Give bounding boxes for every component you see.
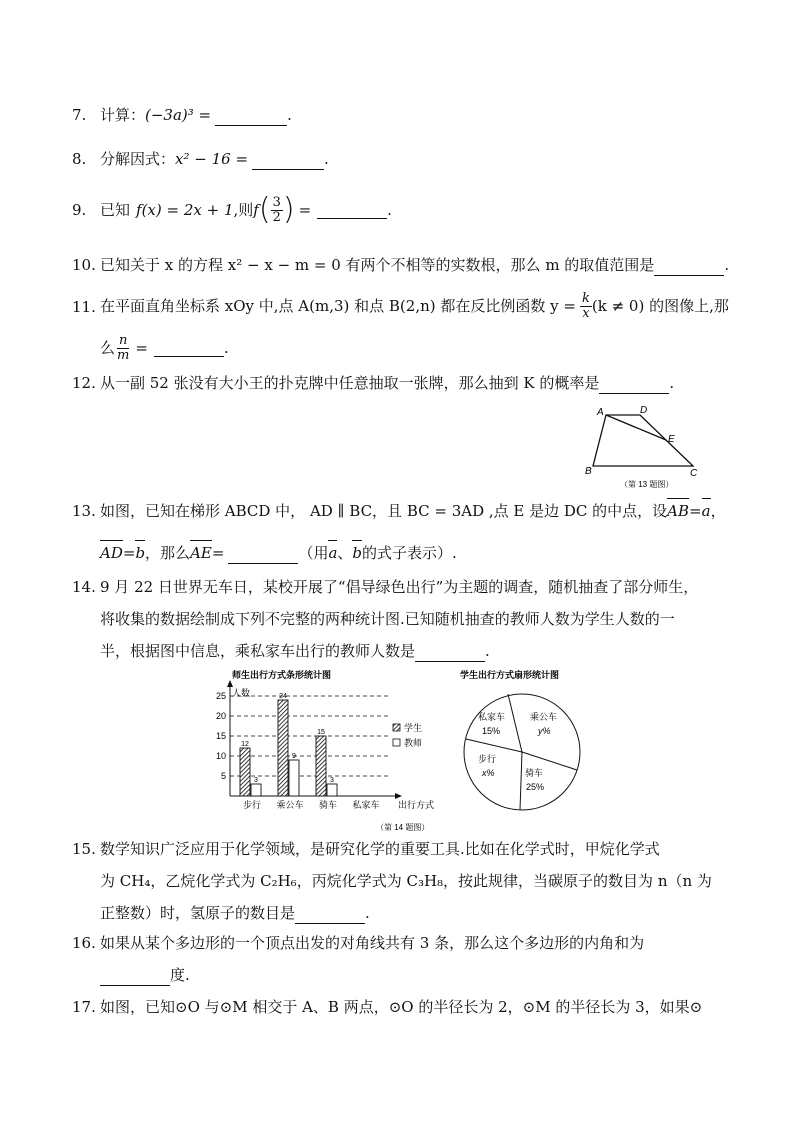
segment-ae [606, 415, 666, 440]
question-number: 13. [72, 502, 96, 520]
bar-student [278, 700, 288, 796]
answer-blank[interactable] [252, 153, 324, 170]
y-axis-label: 人数 [232, 688, 251, 698]
bar-teacher [289, 760, 299, 796]
bar-teacher [327, 784, 337, 796]
bar-chart-title: 师生出行方式条形统计图 [232, 670, 332, 680]
answer-blank[interactable] [599, 377, 669, 394]
question-10: 10. 已知关于 x 的方程 x² − x − m = 0 有两个不相等的实数根，那么 m 的取值范围是 . [72, 256, 730, 274]
answer-blank[interactable] [654, 259, 724, 276]
answer-blank[interactable] [215, 109, 287, 126]
fraction-n-m: $\frac{n}{m}$ [117, 332, 130, 363]
pie-chart-title: 学生出行方式扇形统计图 [460, 670, 560, 680]
x-tick-label: 私家车 [352, 800, 380, 810]
fraction-k-x: $\frac{k}{x}$ [581, 290, 590, 321]
vector-ae: AE [190, 544, 212, 562]
question-number: 12. [72, 374, 96, 392]
label-e: E [668, 434, 675, 445]
legend-swatch-student [393, 724, 400, 731]
answer-blank[interactable] [228, 547, 298, 564]
pie-value-walk: x% [482, 768, 495, 778]
bar-teacher [251, 784, 261, 796]
question-11-line-2: 么 $\frac{n}{m}$ = . [100, 332, 229, 363]
question-text: 如图，已知⊙O 与⊙M 相交于 A、B 两点，⊙O 的半径长为 2，⊙M 的半径长为 3，如果⊙ [100, 998, 703, 1016]
label-d: D [640, 405, 648, 416]
figure-caption: （第 13 题图） [620, 480, 674, 489]
y-tick-label: 20 [215, 711, 226, 721]
question-number: 7. [72, 106, 87, 124]
vector-ab: AB [667, 502, 690, 520]
figure-14-charts [200, 664, 620, 834]
answer-blank[interactable] [154, 340, 224, 357]
pie-divider-4 [466, 739, 522, 752]
question-text: 如图，已知在梯形 ABCD 中， AD ∥ BC，且 BC = 3AD ,点 E 是边 DC 的中点，设 [100, 502, 668, 520]
question-number: 9. [72, 201, 87, 219]
x-tick-label: 骑车 [318, 800, 338, 810]
pie-divider-1 [508, 694, 522, 752]
question-16 [72, 932, 645, 954]
pie-divider-3 [520, 752, 522, 810]
label-b: B [585, 466, 592, 477]
legend-swatch-teacher [393, 739, 400, 746]
question-14 [72, 576, 699, 598]
question-text: 如果从某个多边形的一个顶点出发的对角线共有 3 条，那么这个多边形的内角和为 [100, 934, 645, 952]
figure-caption: （第 14 题图） [376, 823, 430, 832]
legend-student: 学生 [404, 723, 423, 733]
question-14-line-2: 将收集的数据绘制成下列不完整的两种统计图.已知随机抽查的教师人数为学生人数的一 [100, 610, 675, 628]
question-text: 已知 [100, 201, 131, 219]
question-8: 8. 分解因式：x² − 16 = . [72, 150, 329, 168]
question-number: 10. [72, 256, 96, 274]
question-15 [72, 838, 660, 860]
question-12: 12. 从一副 52 张没有大小王的扑克牌中任意抽取一张牌，那么抽到 K 的概率是 . [72, 374, 675, 392]
x-tick-label: 乘公车 [276, 800, 304, 810]
question-number: 15. [72, 840, 96, 858]
pie-value-bike: 25% [526, 782, 545, 792]
bar-value-label: 9 [292, 753, 296, 760]
answer-blank[interactable] [415, 645, 485, 662]
answer-blank[interactable] [317, 202, 387, 219]
x-tick-label: 步行 [242, 800, 262, 810]
pie-label-private: 私家车 [478, 712, 506, 722]
question-text: 在平面直角坐标系 xOy 中,点 A(m,3) 和点 B(2,n) 都在反比例函数 y = [100, 297, 576, 315]
fraction-3-2: $\frac{3}{2}$ [272, 194, 281, 225]
question-number: 16. [72, 934, 96, 952]
vector-a: a [701, 502, 711, 520]
question-number: 14. [72, 578, 96, 596]
label-a: A [597, 407, 604, 418]
answer-blank[interactable] [295, 907, 365, 924]
legend-teacher: 教师 [404, 738, 423, 748]
question-7: 7. 计算：(−3a)³ = . [72, 106, 292, 124]
bar-value-label: 12 [241, 741, 249, 748]
bar-student [316, 736, 326, 796]
question-text: 从一副 52 张没有大小王的扑克牌中任意抽取一张牌，那么抽到 K 的概率是 [100, 374, 600, 392]
pie-value-bus: y% [538, 726, 551, 736]
trapezoid-outline [593, 415, 693, 466]
x-axis-label: 出行方式 [398, 800, 435, 810]
y-tick-label: 25 [215, 691, 226, 701]
question-text: 已知关于 x 的方程 x² − x − m = 0 有两个不相等的实数根，那么 m 的取值范围是 [100, 256, 655, 274]
y-tick-label: 15 [215, 731, 226, 741]
math-expression: (−3a)³ = [145, 106, 212, 124]
bar-value-label: 3 [254, 777, 258, 784]
bar-student [240, 748, 250, 796]
pie-chart [464, 694, 580, 810]
vector-b: b [135, 544, 146, 562]
question-text: 分解因式： [100, 150, 176, 168]
y-axis-arrow [227, 680, 233, 687]
question-text: 计算： [100, 106, 146, 124]
figure-13-trapezoid [580, 402, 710, 492]
pie-label-bus: 乘公车 [530, 712, 558, 722]
answer-blank[interactable] [100, 969, 170, 986]
pie-value-private: 15% [482, 726, 501, 736]
pie-label-bike: 骑车 [525, 768, 544, 778]
y-tick-label: 5 [220, 771, 226, 781]
question-13-line-2: AD=b，那么AE= （用a、b的式子表示）. [100, 544, 457, 562]
question-13: 13. 如图，已知在梯形 ABCD 中， AD ∥ BC，且 BC = 3AD ,点 E 是边 DC 的中点，设AB=a， [72, 502, 726, 520]
question-text: 9 月 22 日世界无车日，某校开展了“倡导绿色出行”为主题的调查，随机抽查了部分师生， [100, 578, 699, 596]
question-number: 8. [72, 150, 87, 168]
question-15-line-2: 为 CH₄，乙烷化学式为 C₂H₆，丙烷化学式为 C₃H₈，按此规律，当碳原子的数目为 n（n 为 [100, 872, 712, 890]
x-axis-arrow [395, 793, 402, 799]
question-text: 数学知识广泛应用于化学领域，是研究化学的重要工具.比如在化学式时，甲烷化学式 [100, 840, 660, 858]
question-15-line-3: 正整数）时，氢原子的数目是 . [100, 904, 370, 922]
function-definition: f(x) = 2x + 1 [136, 201, 234, 219]
math-expression: x² − 16 = [175, 150, 249, 168]
bar-value-label: 24 [279, 693, 287, 700]
pie-label-walk: 步行 [478, 754, 497, 764]
vector-ad: AD [100, 544, 123, 562]
y-tick-label: 10 [215, 751, 226, 761]
question-number: 11. [72, 298, 96, 316]
question-14-line-3: 半，根据图中信息，乘私家车出行的教师人数是 . [100, 642, 490, 660]
bar-value-label: 15 [317, 729, 325, 736]
bar-value-label: 3 [330, 777, 334, 784]
label-c: C [690, 468, 698, 479]
question-number: 17. [72, 998, 96, 1016]
question-16-line-2: 度. [100, 964, 190, 986]
question-17 [72, 996, 703, 1018]
